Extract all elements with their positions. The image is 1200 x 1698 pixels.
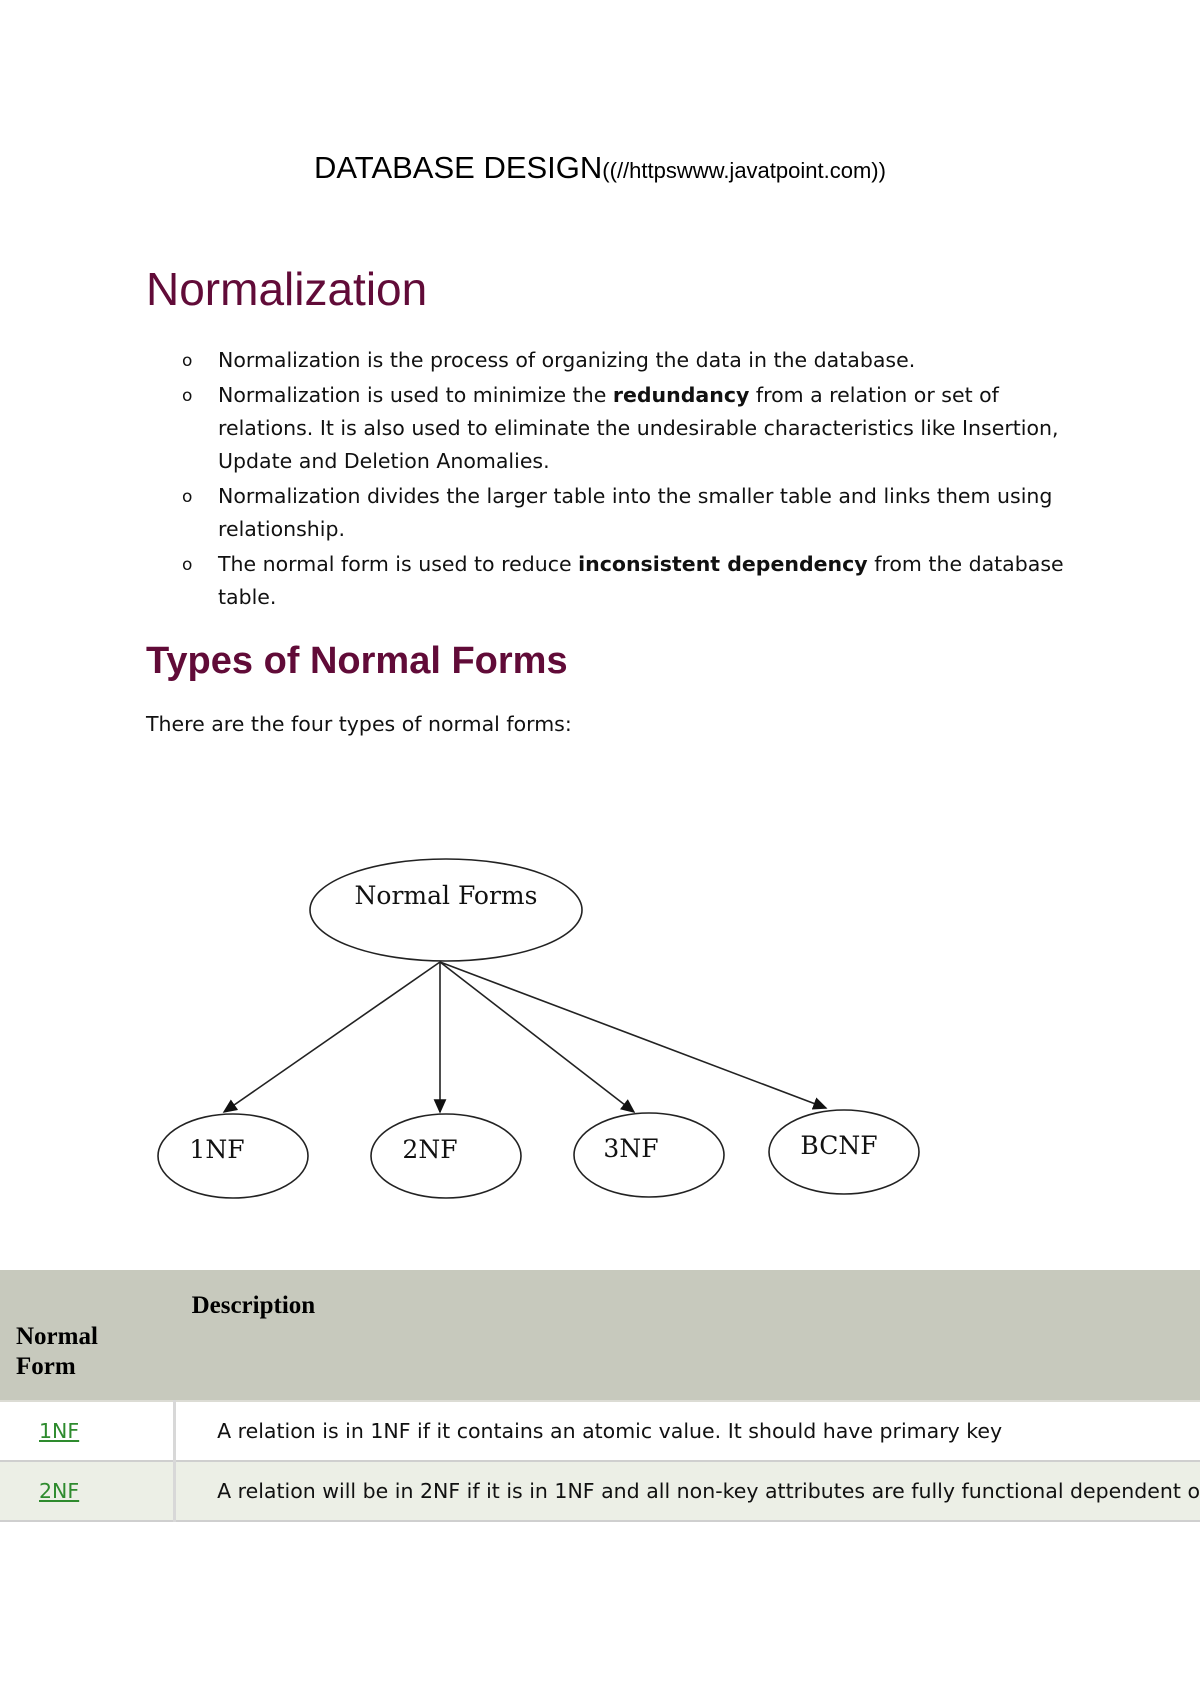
- table-header-row: [0, 1270, 1200, 1401]
- bullet-text: Normalization is the process of organizing the data in the database.: [218, 348, 916, 372]
- header-description: [175, 1270, 1200, 1401]
- table-row: [0, 1461, 1200, 1521]
- normal-forms-diagram: [140, 820, 960, 1220]
- bullet-text: from a relation or set of relations. It is also used to eliminate the undesirable characteristics like Insertion, Update and Deletion Anomalies.: [218, 383, 1059, 473]
- header-normal-form-label: Normal Form: [16, 1323, 98, 1380]
- bullet-bold-term: redundancy: [612, 383, 750, 407]
- normalization-heading: Normalization: [146, 263, 428, 315]
- bullet-text: from the database table.: [218, 552, 1064, 609]
- bullet-marker: o: [182, 555, 193, 575]
- bullet-text: The normal form is used to reduce: [218, 552, 579, 576]
- bullet-item: [146, 379, 1066, 478]
- types-heading: Types of Normal Forms: [146, 640, 568, 682]
- header-description-label: Description: [191, 1292, 316, 1319]
- node-2nf-label: 2NF: [402, 1135, 458, 1164]
- bullet-text: Normalization divides the larger table into the smaller table and links them using relationship.: [218, 484, 1053, 541]
- description-cell: A relation will be in 2NF if it is in 1NF and all non-key attributes are fully functional dependent o: [175, 1461, 1200, 1521]
- node-3nf-label: 3NF: [603, 1134, 659, 1163]
- root-node-label: Normal Forms: [354, 881, 538, 910]
- edge-to-3nf: [440, 962, 634, 1112]
- bullet-item: [146, 548, 1066, 614]
- bullet-bold-term: inconsistent dependency: [578, 552, 868, 576]
- document-title-text: DATABASE DESIGN: [314, 150, 603, 185]
- form-link-2nf[interactable]: 2NF: [39, 1479, 80, 1503]
- normal-forms-table: [0, 1270, 1200, 1522]
- node-bcnf-label: BCNF: [800, 1131, 878, 1160]
- table-row: [0, 1401, 1200, 1461]
- bullet-text: Normalization is used to minimize the: [218, 383, 613, 407]
- node-1nf-label: 1NF: [189, 1135, 245, 1164]
- header-normal-form: [0, 1270, 175, 1401]
- document-source: ((//httpswww.javatpoint.com)): [602, 158, 886, 183]
- bullet-marker: o: [182, 351, 193, 371]
- normalization-bullet-list: [146, 344, 1066, 616]
- bullet-marker: o: [182, 386, 193, 406]
- edge-to-bcnf: [440, 962, 826, 1108]
- types-intro: There are the four types of normal forms:: [146, 712, 572, 736]
- edge-to-1nf: [224, 962, 440, 1112]
- form-cell: [0, 1401, 175, 1461]
- document-title: [0, 150, 1200, 186]
- root-node: [310, 859, 582, 961]
- form-link-1nf[interactable]: 1NF: [39, 1419, 80, 1443]
- form-cell: [0, 1461, 175, 1521]
- bullet-marker: o: [182, 487, 193, 507]
- bullet-item: [146, 344, 1066, 377]
- bullet-item: [146, 480, 1066, 546]
- description-cell: A relation is in 1NF if it contains an atomic value. It should have primary key: [175, 1401, 1200, 1461]
